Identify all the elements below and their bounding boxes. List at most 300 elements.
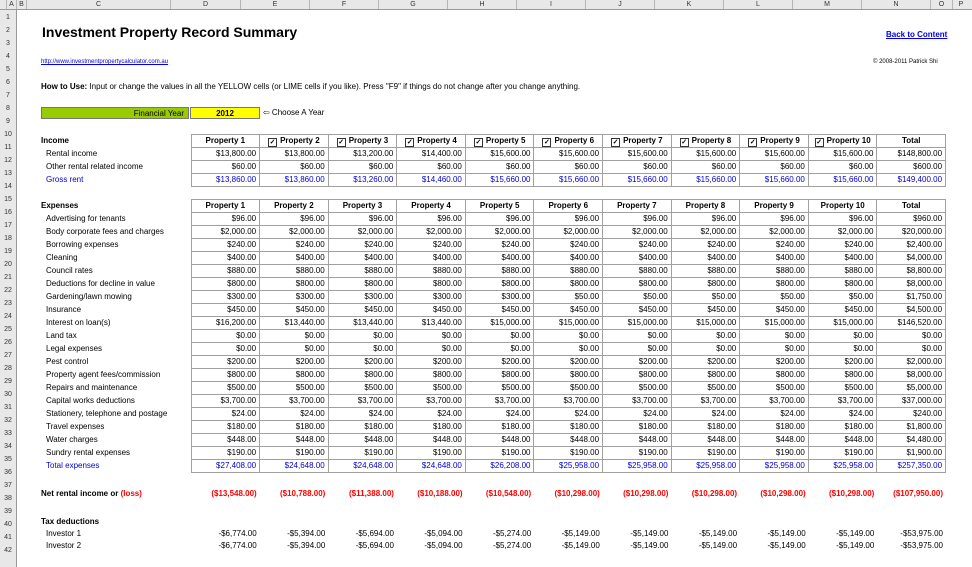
expenses-cell[interactable]: $190.00 [260,447,329,460]
column-header-k[interactable]: K [654,0,723,9]
expenses-cell[interactable]: $200.00 [740,356,809,369]
expenses-cell[interactable]: $240.00 [671,239,740,252]
expenses-cell[interactable]: $448.00 [603,434,672,447]
expenses-cell[interactable]: $450.00 [671,304,740,317]
expenses-cell[interactable]: $0.00 [603,330,672,343]
row-header-6[interactable]: 6 [6,79,10,86]
expenses-cell[interactable]: $0.00 [603,343,672,356]
expenses-cell[interactable]: $13,440.00 [328,317,397,330]
expenses-cell[interactable]: $880.00 [328,265,397,278]
column-header-a[interactable]: A [6,0,16,9]
expenses-cell[interactable]: $300.00 [465,291,534,304]
income-cell[interactable]: $13,800.00 [191,148,260,161]
row-header-7[interactable]: 7 [6,92,10,99]
expenses-cell[interactable]: $2,000.00 [465,226,534,239]
expenses-cell[interactable]: $3,700.00 [534,395,603,408]
expenses-cell[interactable]: $240.00 [260,239,329,252]
expenses-cell[interactable]: $24.00 [328,408,397,421]
tax-deduction-cell[interactable]: -$5,694.00 [355,529,394,538]
expenses-cell[interactable]: $500.00 [465,382,534,395]
expenses-cell[interactable]: $400.00 [465,252,534,265]
expenses-cell[interactable]: $2,000.00 [740,226,809,239]
tax-deduction-cell[interactable]: -$5,094.00 [424,529,463,538]
expenses-cell[interactable]: $0.00 [534,343,603,356]
expenses-cell[interactable]: $13,440.00 [260,317,329,330]
expenses-cell[interactable]: $3,700.00 [465,395,534,408]
expenses-cell[interactable]: $190.00 [603,447,672,460]
expenses-cell[interactable]: $24,648.00 [260,460,329,473]
income-cell[interactable]: $13,800.00 [260,148,329,161]
expenses-cell[interactable]: $200.00 [328,356,397,369]
tax-deduction-cell[interactable]: -$5,094.00 [424,541,463,550]
income-cell[interactable]: $13,860.00 [191,174,260,187]
expenses-cell[interactable]: $96.00 [534,213,603,226]
expenses-cell[interactable]: $400.00 [740,252,809,265]
expenses-cell[interactable]: $3,700.00 [191,395,260,408]
column-header-f[interactable]: F [309,0,378,9]
expenses-cell[interactable]: $400.00 [397,252,466,265]
expenses-cell[interactable]: $300.00 [397,291,466,304]
row-header-22[interactable]: 22 [4,287,12,294]
expenses-cell[interactable]: $4,480.00 [877,434,946,447]
row-header-14[interactable]: 14 [4,183,12,190]
tax-deduction-cell[interactable]: -$5,149.00 [630,529,669,538]
net-income-cell[interactable]: ($10,298.00) [554,489,600,498]
website-link[interactable]: http://www.investmentpropertycalculator.com.au [41,59,169,65]
income-cell[interactable]: $149,400.00 [877,174,946,187]
net-income-cell[interactable]: ($13,548.00) [211,489,257,498]
expenses-cell[interactable]: $880.00 [260,265,329,278]
expenses-cell[interactable]: $180.00 [808,421,877,434]
expenses-cell[interactable]: $240.00 [740,239,809,252]
income-cell[interactable]: $13,860.00 [260,174,329,187]
expenses-cell[interactable]: $240.00 [465,239,534,252]
expenses-cell[interactable]: $2,000.00 [191,226,260,239]
expenses-cell[interactable]: $448.00 [260,434,329,447]
expenses-cell[interactable]: $190.00 [397,447,466,460]
expenses-cell[interactable]: $450.00 [328,304,397,317]
expenses-cell[interactable]: $400.00 [191,252,260,265]
expenses-cell[interactable]: $190.00 [328,447,397,460]
column-header-c[interactable]: C [26,0,170,9]
tax-deduction-cell[interactable]: -$5,149.00 [836,529,875,538]
expenses-cell[interactable]: $96.00 [808,213,877,226]
row-header-34[interactable]: 34 [4,443,12,450]
expenses-cell[interactable]: $240.00 [534,239,603,252]
expenses-cell[interactable]: $450.00 [465,304,534,317]
expenses-cell[interactable]: $300.00 [191,291,260,304]
tax-deduction-cell[interactable]: -$6,774.00 [218,541,257,550]
income-cell[interactable]: $13,200.00 [328,148,397,161]
expenses-cell[interactable]: $180.00 [191,421,260,434]
tax-deduction-cell[interactable]: -$5,694.00 [355,541,394,550]
property-checkbox[interactable]: ✓ [475,139,482,146]
expenses-cell[interactable]: $880.00 [191,265,260,278]
income-cell[interactable]: $15,660.00 [808,174,877,187]
expenses-cell[interactable]: $3,700.00 [740,395,809,408]
income-cell[interactable]: $15,600.00 [808,148,877,161]
expenses-cell[interactable]: $24.00 [397,408,466,421]
expenses-cell[interactable]: $500.00 [328,382,397,395]
expenses-cell[interactable]: $400.00 [328,252,397,265]
row-header-8[interactable]: 8 [6,105,10,112]
expenses-cell[interactable]: $240.00 [808,239,877,252]
row-header-31[interactable]: 31 [4,404,12,411]
expenses-cell[interactable]: $880.00 [740,265,809,278]
expenses-cell[interactable]: $3,700.00 [328,395,397,408]
property-checkbox[interactable]: ✓ [816,139,823,146]
expenses-cell[interactable]: $1,750.00 [877,291,946,304]
row-header-3[interactable]: 3 [6,40,10,47]
expenses-cell[interactable]: $24.00 [808,408,877,421]
expenses-cell[interactable]: $240.00 [397,239,466,252]
row-header-42[interactable]: 42 [4,547,12,554]
net-income-cell[interactable]: ($10,298.00) [760,489,806,498]
expenses-cell[interactable]: $240.00 [328,239,397,252]
income-cell[interactable]: $60.00 [808,161,877,174]
expenses-cell[interactable]: $0.00 [397,330,466,343]
expenses-cell[interactable]: $450.00 [808,304,877,317]
expenses-cell[interactable]: $450.00 [191,304,260,317]
expenses-cell[interactable]: $20,000.00 [877,226,946,239]
expenses-cell[interactable]: $2,000.00 [603,226,672,239]
expenses-cell[interactable]: $180.00 [671,421,740,434]
row-header-24[interactable]: 24 [4,313,12,320]
expenses-cell[interactable]: $96.00 [465,213,534,226]
expenses-cell[interactable]: $300.00 [328,291,397,304]
property-checkbox[interactable]: ✓ [749,139,756,146]
expenses-cell[interactable]: $8,800.00 [877,265,946,278]
expenses-cell[interactable]: $0.00 [328,343,397,356]
column-header-d[interactable]: D [170,0,240,9]
expenses-cell[interactable]: $0.00 [808,330,877,343]
expenses-cell[interactable]: $880.00 [603,265,672,278]
expenses-cell[interactable]: $1,800.00 [877,421,946,434]
property-checkbox[interactable]: ✓ [338,139,345,146]
expenses-cell[interactable]: $25,958.00 [671,460,740,473]
row-header-12[interactable]: 12 [4,157,12,164]
expenses-cell[interactable]: $200.00 [671,356,740,369]
column-header-e[interactable]: E [240,0,309,9]
expenses-cell[interactable]: $0.00 [191,330,260,343]
income-cell[interactable]: $15,600.00 [740,148,809,161]
expenses-cell[interactable]: $190.00 [671,447,740,460]
expenses-cell[interactable]: $448.00 [328,434,397,447]
expenses-cell[interactable]: $180.00 [534,421,603,434]
expenses-cell[interactable]: $50.00 [603,291,672,304]
row-header-30[interactable]: 30 [4,391,12,398]
expenses-cell[interactable]: $180.00 [465,421,534,434]
column-header-m[interactable]: M [792,0,861,9]
expenses-cell[interactable]: $400.00 [808,252,877,265]
row-header-27[interactable]: 27 [4,352,12,359]
property-checkbox[interactable]: ✓ [681,139,688,146]
expenses-cell[interactable]: $180.00 [603,421,672,434]
row-header-33[interactable]: 33 [4,430,12,437]
expenses-cell[interactable]: $24.00 [465,408,534,421]
income-cell[interactable]: $60.00 [671,161,740,174]
expenses-cell[interactable]: $2,000.00 [808,226,877,239]
property-checkbox[interactable]: ✓ [612,139,619,146]
expenses-cell[interactable]: $8,000.00 [877,369,946,382]
expenses-cell[interactable]: $240.00 [191,239,260,252]
tax-deduction-cell[interactable]: -$53,975.00 [900,541,943,550]
expenses-cell[interactable]: $400.00 [534,252,603,265]
expenses-cell[interactable]: $200.00 [808,356,877,369]
income-cell[interactable]: $15,660.00 [740,174,809,187]
column-header-b[interactable]: B [16,0,26,9]
expenses-cell[interactable]: $1,900.00 [877,447,946,460]
column-header-p[interactable]: P [952,0,969,9]
row-header-38[interactable]: 38 [4,495,12,502]
expenses-cell[interactable]: $448.00 [465,434,534,447]
tax-deduction-cell[interactable]: -$5,149.00 [698,541,738,550]
row-header-41[interactable]: 41 [4,534,12,541]
expenses-cell[interactable]: $240.00 [603,239,672,252]
expenses-cell[interactable]: $800.00 [603,278,672,291]
expenses-cell[interactable]: $448.00 [671,434,740,447]
expenses-cell[interactable]: $3,700.00 [671,395,740,408]
expenses-cell[interactable]: $500.00 [397,382,466,395]
expenses-cell[interactable]: $257,350.00 [877,460,946,473]
expenses-cell[interactable]: $500.00 [603,382,672,395]
expenses-cell[interactable]: $2,000.00 [260,226,329,239]
expenses-cell[interactable]: $26,208.00 [465,460,534,473]
expenses-cell[interactable]: $0.00 [465,343,534,356]
expenses-cell[interactable]: $180.00 [397,421,466,434]
expenses-cell[interactable]: $800.00 [808,369,877,382]
row-header-16[interactable]: 16 [4,209,12,216]
expenses-cell[interactable]: $15,000.00 [603,317,672,330]
property-checkbox[interactable]: ✓ [269,139,276,146]
row-header-25[interactable]: 25 [4,326,12,333]
row-header-15[interactable]: 15 [4,196,12,203]
expenses-cell[interactable]: $800.00 [260,369,329,382]
expenses-cell[interactable]: $190.00 [465,447,534,460]
expenses-cell[interactable]: $96.00 [397,213,466,226]
expenses-cell[interactable]: $450.00 [740,304,809,317]
expenses-cell[interactable]: $16,200.00 [191,317,260,330]
expenses-cell[interactable]: $96.00 [191,213,260,226]
expenses-cell[interactable]: $0.00 [877,330,946,343]
tax-deduction-cell[interactable]: -$5,149.00 [767,541,806,550]
expenses-cell[interactable]: $800.00 [671,278,740,291]
column-header-n[interactable]: N [861,0,930,9]
expenses-cell[interactable]: $0.00 [877,343,946,356]
tax-deduction-cell[interactable]: -$5,274.00 [492,529,532,538]
income-cell[interactable]: $60.00 [191,161,260,174]
expenses-cell[interactable]: $448.00 [191,434,260,447]
expenses-cell[interactable]: $880.00 [397,265,466,278]
expenses-cell[interactable]: $25,958.00 [534,460,603,473]
expenses-cell[interactable]: $180.00 [328,421,397,434]
column-header-i[interactable]: I [516,0,585,9]
expenses-cell[interactable]: $500.00 [260,382,329,395]
expenses-cell[interactable]: $448.00 [808,434,877,447]
expenses-cell[interactable]: $800.00 [808,278,877,291]
expenses-cell[interactable]: $4,500.00 [877,304,946,317]
expenses-cell[interactable]: $190.00 [808,447,877,460]
income-cell[interactable]: $15,600.00 [534,148,603,161]
income-cell[interactable]: $60.00 [397,161,466,174]
expenses-cell[interactable]: $0.00 [191,343,260,356]
row-header-37[interactable]: 37 [4,482,12,489]
expenses-cell[interactable]: $200.00 [534,356,603,369]
expenses-cell[interactable]: $0.00 [740,330,809,343]
net-income-cell[interactable]: ($10,788.00) [279,489,326,498]
income-cell[interactable]: $15,600.00 [671,148,740,161]
row-header-19[interactable]: 19 [4,248,12,255]
expenses-cell[interactable]: $8,000.00 [877,278,946,291]
expenses-cell[interactable]: $2,400.00 [877,239,946,252]
expenses-cell[interactable]: $24.00 [671,408,740,421]
expenses-cell[interactable]: $800.00 [397,369,466,382]
expenses-cell[interactable]: $0.00 [808,343,877,356]
income-cell[interactable]: $14,400.00 [397,148,466,161]
expenses-cell[interactable]: $25,958.00 [808,460,877,473]
expenses-cell[interactable]: $448.00 [397,434,466,447]
expenses-cell[interactable]: $3,700.00 [397,395,466,408]
expenses-cell[interactable]: $800.00 [740,278,809,291]
expenses-cell[interactable]: $800.00 [534,278,603,291]
column-header-l[interactable]: L [723,0,792,9]
expenses-cell[interactable]: $24.00 [260,408,329,421]
financial-year-input[interactable]: 2012 [190,107,260,119]
expenses-cell[interactable]: $880.00 [808,265,877,278]
income-cell[interactable]: $13,260.00 [328,174,397,187]
expenses-cell[interactable]: $25,958.00 [740,460,809,473]
expenses-cell[interactable]: $2,000.00 [397,226,466,239]
row-header-13[interactable]: 13 [4,170,12,177]
expenses-cell[interactable]: $0.00 [671,343,740,356]
expenses-cell[interactable]: $800.00 [534,369,603,382]
row-header-10[interactable]: 10 [4,131,12,138]
expenses-cell[interactable]: $0.00 [328,330,397,343]
row-header-40[interactable]: 40 [4,521,12,528]
expenses-cell[interactable]: $180.00 [260,421,329,434]
row-header-20[interactable]: 20 [4,261,12,268]
expenses-cell[interactable]: $0.00 [740,343,809,356]
expenses-cell[interactable]: $96.00 [603,213,672,226]
net-income-cell[interactable]: ($10,298.00) [691,489,738,498]
column-header-h[interactable]: H [447,0,516,9]
column-header-g[interactable]: G [378,0,447,9]
expenses-cell[interactable]: $0.00 [260,343,329,356]
tax-deduction-cell[interactable]: -$6,774.00 [218,529,257,538]
row-header-1[interactable]: 1 [6,14,10,21]
row-header-29[interactable]: 29 [4,378,12,385]
row-header-5[interactable]: 5 [6,66,10,73]
income-cell[interactable]: $60.00 [260,161,329,174]
expenses-cell[interactable]: $450.00 [534,304,603,317]
expenses-cell[interactable]: $800.00 [191,278,260,291]
expenses-cell[interactable]: $960.00 [877,213,946,226]
income-cell[interactable]: $148,800.00 [877,148,946,161]
expenses-cell[interactable]: $400.00 [603,252,672,265]
net-income-cell[interactable]: ($10,298.00) [828,489,875,498]
income-cell[interactable]: $15,660.00 [671,174,740,187]
expenses-cell[interactable]: $24.00 [740,408,809,421]
expenses-cell[interactable]: $5,000.00 [877,382,946,395]
net-income-cell[interactable]: ($107,950.00) [893,489,943,498]
tax-deduction-cell[interactable]: -$5,394.00 [287,541,326,550]
expenses-cell[interactable]: $15,000.00 [671,317,740,330]
expenses-cell[interactable]: $880.00 [671,265,740,278]
net-income-cell[interactable]: ($11,388.00) [349,489,394,498]
expenses-cell[interactable]: $4,000.00 [877,252,946,265]
expenses-cell[interactable]: $800.00 [260,278,329,291]
expenses-cell[interactable]: $800.00 [191,369,260,382]
expenses-cell[interactable]: $24.00 [534,408,603,421]
expenses-cell[interactable]: $2,000.00 [671,226,740,239]
row-header-28[interactable]: 28 [4,365,12,372]
expenses-cell[interactable]: $240.00 [877,408,946,421]
tax-deduction-cell[interactable]: -$5,149.00 [561,529,600,538]
income-cell[interactable]: $15,660.00 [534,174,603,187]
tax-deduction-cell[interactable]: -$5,149.00 [698,529,738,538]
income-cell[interactable]: $60.00 [465,161,534,174]
expenses-cell[interactable]: $500.00 [534,382,603,395]
tax-deduction-cell[interactable]: -$5,149.00 [561,541,600,550]
column-header-j[interactable]: J [585,0,654,9]
expenses-cell[interactable]: $500.00 [671,382,740,395]
row-header-32[interactable]: 32 [4,417,12,424]
expenses-cell[interactable]: $2,000.00 [877,356,946,369]
expenses-cell[interactable]: $15,000.00 [808,317,877,330]
income-cell[interactable]: $15,660.00 [603,174,672,187]
expenses-cell[interactable]: $50.00 [534,291,603,304]
row-header-4[interactable]: 4 [6,53,10,60]
tax-deduction-cell[interactable]: -$5,149.00 [767,529,806,538]
expenses-cell[interactable]: $24,648.00 [397,460,466,473]
expenses-cell[interactable]: $3,700.00 [808,395,877,408]
expenses-cell[interactable]: $880.00 [534,265,603,278]
expenses-cell[interactable]: $190.00 [534,447,603,460]
expenses-cell[interactable]: $300.00 [260,291,329,304]
tax-deduction-cell[interactable]: -$5,149.00 [630,541,669,550]
expenses-cell[interactable]: $800.00 [397,278,466,291]
expenses-cell[interactable]: $0.00 [671,330,740,343]
expenses-cell[interactable]: $450.00 [603,304,672,317]
income-cell[interactable]: $600.00 [877,161,946,174]
expenses-cell[interactable]: $24.00 [603,408,672,421]
expenses-cell[interactable]: $24.00 [191,408,260,421]
expenses-cell[interactable]: $500.00 [740,382,809,395]
expenses-cell[interactable]: $450.00 [260,304,329,317]
income-cell[interactable]: $14,460.00 [397,174,466,187]
expenses-cell[interactable]: $27,408.00 [191,460,260,473]
row-header-39[interactable]: 39 [4,508,12,515]
row-header-18[interactable]: 18 [4,235,12,242]
expenses-cell[interactable]: $146,520.00 [877,317,946,330]
expenses-cell[interactable]: $800.00 [603,369,672,382]
expenses-cell[interactable]: $200.00 [603,356,672,369]
expenses-cell[interactable]: $0.00 [397,343,466,356]
row-header-26[interactable]: 26 [4,339,12,346]
income-cell[interactable]: $15,600.00 [465,148,534,161]
row-header-11[interactable]: 11 [4,144,12,151]
expenses-cell[interactable]: $96.00 [740,213,809,226]
expenses-cell[interactable]: $450.00 [397,304,466,317]
expenses-cell[interactable]: $448.00 [740,434,809,447]
expenses-cell[interactable]: $3,700.00 [603,395,672,408]
expenses-cell[interactable]: $190.00 [740,447,809,460]
expenses-cell[interactable]: $50.00 [740,291,809,304]
expenses-cell[interactable]: $500.00 [808,382,877,395]
row-header-21[interactable]: 21 [4,274,12,281]
expenses-cell[interactable]: $0.00 [260,330,329,343]
net-income-cell[interactable]: ($10,188.00) [417,489,463,498]
